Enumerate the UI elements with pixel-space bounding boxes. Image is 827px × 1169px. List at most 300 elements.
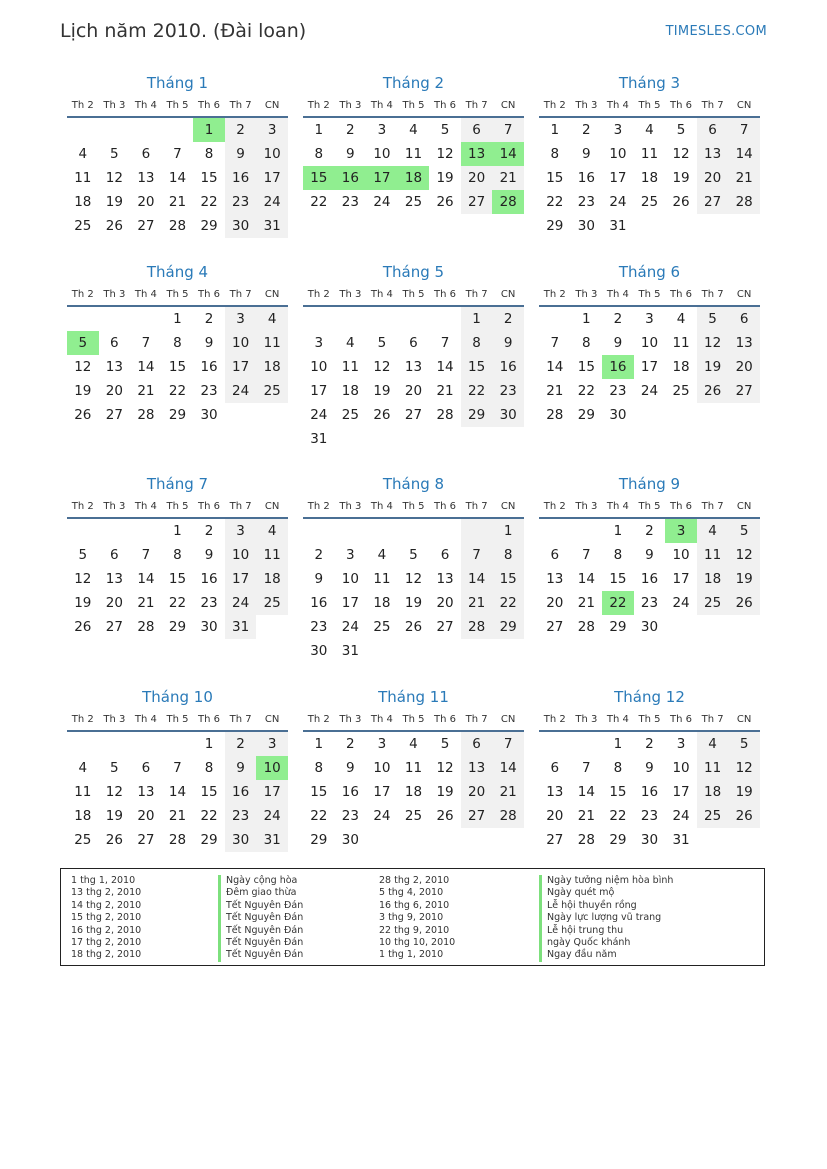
day-cell[interactable]: 1 xyxy=(492,519,524,543)
day-cell[interactable]: 23 xyxy=(310,619,328,635)
day-cell[interactable]: 27 xyxy=(546,832,564,848)
day-cell[interactable]: 25 xyxy=(697,804,729,828)
day-cell[interactable]: 9 xyxy=(346,146,355,162)
day-cell[interactable]: 1 xyxy=(582,311,591,327)
day-cell[interactable]: 11 xyxy=(256,331,288,355)
day-cell[interactable]: 24 xyxy=(256,804,288,828)
day-cell[interactable]: 24 xyxy=(256,190,288,214)
day-cell[interactable]: 3 xyxy=(377,122,387,138)
day-cell[interactable]: 22 xyxy=(577,383,595,399)
day-cell[interactable]: 12 xyxy=(728,756,760,780)
day-cell[interactable]: 10 xyxy=(672,760,690,776)
day-cell[interactable]: 9 xyxy=(582,146,591,162)
day-cell[interactable]: 2 xyxy=(314,547,324,563)
day-cell[interactable]: 24 xyxy=(640,383,659,399)
day-cell[interactable]: 17 xyxy=(256,780,288,804)
day-cell[interactable]: 15 xyxy=(303,166,335,190)
day-cell[interactable]: 6 xyxy=(110,547,119,563)
day-cell[interactable]: 5 xyxy=(728,732,760,756)
day-cell[interactable]: 10 xyxy=(373,146,391,162)
day-cell[interactable]: 8 xyxy=(461,331,493,355)
day-cell[interactable]: 1 xyxy=(461,307,493,331)
day-cell[interactable]: 18 xyxy=(672,359,690,375)
day-cell[interactable]: 4 xyxy=(409,122,418,138)
day-cell[interactable]: 29 xyxy=(577,407,595,423)
day-cell[interactable]: 25 xyxy=(256,379,288,403)
day-cell[interactable]: 1 xyxy=(173,311,182,327)
day-cell[interactable]: 21 xyxy=(461,591,493,615)
day-cell[interactable]: 5 xyxy=(409,547,418,563)
day-cell[interactable]: 3 xyxy=(225,519,257,543)
day-cell[interactable]: 27 xyxy=(436,619,454,635)
day-cell[interactable]: 16 xyxy=(200,571,218,587)
day-cell[interactable]: 28 xyxy=(168,832,187,848)
day-cell[interactable]: 11 xyxy=(256,543,288,567)
day-cell[interactable]: 19 xyxy=(105,808,123,824)
day-cell[interactable]: 16 xyxy=(640,784,659,800)
day-cell[interactable]: 13 xyxy=(461,142,493,166)
day-cell[interactable]: 29 xyxy=(461,403,493,427)
day-cell[interactable]: 28 xyxy=(461,615,493,639)
day-cell[interactable]: 2 xyxy=(225,118,257,142)
day-cell[interactable]: 4 xyxy=(78,146,88,162)
day-cell[interactable]: 26 xyxy=(105,218,123,234)
day-cell[interactable]: 29 xyxy=(200,832,218,848)
day-cell[interactable]: 1 xyxy=(204,736,214,752)
day-cell[interactable]: 10 xyxy=(225,331,257,355)
day-cell[interactable]: 19 xyxy=(105,194,123,210)
day-cell[interactable]: 12 xyxy=(697,331,729,355)
day-cell[interactable]: 28 xyxy=(577,619,595,635)
day-cell[interactable]: 16 xyxy=(310,595,328,611)
day-cell[interactable]: 24 xyxy=(310,407,328,423)
day-cell[interactable]: 25 xyxy=(697,591,729,615)
day-cell[interactable]: 21 xyxy=(168,808,187,824)
day-cell[interactable]: 16 xyxy=(577,170,595,186)
day-cell[interactable]: 1 xyxy=(314,736,324,752)
day-cell[interactable]: 22 xyxy=(200,808,218,824)
day-cell[interactable]: 9 xyxy=(225,756,257,780)
day-cell[interactable]: 21 xyxy=(492,166,524,190)
day-cell[interactable]: 5 xyxy=(440,736,450,752)
day-cell[interactable]: 7 xyxy=(440,335,450,351)
day-cell[interactable]: 24 xyxy=(225,379,257,403)
day-cell[interactable]: 23 xyxy=(640,808,659,824)
day-cell[interactable]: 30 xyxy=(341,832,359,848)
day-cell[interactable]: 4 xyxy=(256,519,288,543)
day-cell[interactable]: 7 xyxy=(141,335,151,351)
day-cell[interactable]: 12 xyxy=(373,359,391,375)
day-cell[interactable]: 19 xyxy=(436,784,454,800)
day-cell[interactable]: 13 xyxy=(436,571,454,587)
day-cell[interactable]: 18 xyxy=(373,595,391,611)
day-cell[interactable]: 26 xyxy=(105,832,123,848)
day-cell[interactable]: 4 xyxy=(697,732,729,756)
day-cell[interactable]: 30 xyxy=(225,828,257,852)
day-cell[interactable]: 31 xyxy=(341,643,359,659)
day-cell[interactable]: 22 xyxy=(609,808,627,824)
day-cell[interactable]: 30 xyxy=(200,619,218,635)
day-cell[interactable]: 13 xyxy=(728,331,760,355)
day-cell[interactable]: 11 xyxy=(404,760,423,776)
day-cell[interactable]: 19 xyxy=(404,595,423,611)
day-cell[interactable]: 3 xyxy=(225,307,257,331)
day-cell[interactable]: 4 xyxy=(346,335,355,351)
day-cell[interactable]: 5 xyxy=(697,307,729,331)
day-cell[interactable]: 3 xyxy=(314,335,324,351)
day-cell[interactable]: 20 xyxy=(461,166,493,190)
day-cell[interactable]: 6 xyxy=(461,732,493,756)
day-cell[interactable]: 9 xyxy=(225,142,257,166)
day-cell[interactable]: 5 xyxy=(440,122,450,138)
day-cell[interactable]: 16 xyxy=(492,355,524,379)
day-cell[interactable]: 5 xyxy=(728,519,760,543)
day-cell[interactable]: 7 xyxy=(728,118,760,142)
day-cell[interactable]: 22 xyxy=(168,383,187,399)
day-cell[interactable]: 30 xyxy=(225,214,257,238)
day-cell[interactable]: 1 xyxy=(193,118,225,142)
day-cell[interactable]: 15 xyxy=(200,170,218,186)
day-cell[interactable]: 24 xyxy=(225,591,257,615)
day-cell[interactable]: 15 xyxy=(310,784,328,800)
day-cell[interactable]: 21 xyxy=(577,595,595,611)
day-cell[interactable]: 23 xyxy=(492,379,524,403)
day-cell[interactable]: 10 xyxy=(256,142,288,166)
day-cell[interactable]: 20 xyxy=(436,595,454,611)
day-cell[interactable]: 17 xyxy=(256,166,288,190)
day-cell[interactable]: 8 xyxy=(173,335,182,351)
day-cell[interactable]: 6 xyxy=(461,118,493,142)
day-cell[interactable]: 27 xyxy=(137,218,155,234)
day-cell[interactable]: 11 xyxy=(640,146,659,162)
day-cell[interactable]: 14 xyxy=(492,756,524,780)
day-cell[interactable]: 10 xyxy=(373,760,391,776)
day-cell[interactable]: 16 xyxy=(225,166,257,190)
day-cell[interactable]: 20 xyxy=(728,355,760,379)
day-cell[interactable]: 20 xyxy=(461,780,493,804)
day-cell[interactable]: 29 xyxy=(546,218,564,234)
day-cell[interactable]: 28 xyxy=(137,407,155,423)
day-cell[interactable]: 2 xyxy=(346,122,355,138)
day-cell[interactable]: 21 xyxy=(728,166,760,190)
day-cell[interactable]: 4 xyxy=(377,547,387,563)
day-cell[interactable]: 20 xyxy=(137,194,155,210)
day-cell[interactable]: 2 xyxy=(204,523,214,539)
day-cell[interactable]: 23 xyxy=(577,194,595,210)
day-cell[interactable]: 18 xyxy=(256,567,288,591)
day-cell[interactable]: 15 xyxy=(492,567,524,591)
day-cell[interactable]: 8 xyxy=(613,547,623,563)
day-cell[interactable]: 30 xyxy=(640,832,659,848)
day-cell[interactable]: 13 xyxy=(461,756,493,780)
day-cell[interactable]: 17 xyxy=(672,784,690,800)
day-cell[interactable]: 7 xyxy=(173,760,182,776)
day-cell[interactable]: 21 xyxy=(546,383,564,399)
day-cell[interactable]: 10 xyxy=(341,571,359,587)
day-cell[interactable]: 17 xyxy=(366,166,398,190)
day-cell[interactable]: 23 xyxy=(200,595,218,611)
day-cell[interactable]: 13 xyxy=(105,571,123,587)
day-cell[interactable]: 27 xyxy=(546,619,564,635)
day-cell[interactable]: 12 xyxy=(672,146,690,162)
day-cell[interactable]: 17 xyxy=(640,359,659,375)
day-cell[interactable]: 10 xyxy=(640,335,659,351)
day-cell[interactable]: 14 xyxy=(546,359,564,375)
day-cell[interactable]: 29 xyxy=(609,832,627,848)
day-cell[interactable]: 23 xyxy=(341,194,359,210)
day-cell[interactable]: 29 xyxy=(492,615,524,639)
day-cell[interactable]: 6 xyxy=(550,547,560,563)
day-cell[interactable]: 25 xyxy=(373,619,391,635)
day-cell[interactable]: 4 xyxy=(256,307,288,331)
day-cell[interactable]: 26 xyxy=(672,194,690,210)
day-cell[interactable]: 1 xyxy=(613,736,623,752)
day-cell[interactable]: 11 xyxy=(341,359,359,375)
day-cell[interactable]: 11 xyxy=(672,335,690,351)
day-cell[interactable]: 22 xyxy=(168,595,187,611)
day-cell[interactable]: 14 xyxy=(728,142,760,166)
day-cell[interactable]: 24 xyxy=(672,808,690,824)
day-cell[interactable]: 8 xyxy=(204,146,214,162)
day-cell[interactable]: 21 xyxy=(137,595,155,611)
day-cell[interactable]: 3 xyxy=(346,547,355,563)
day-cell[interactable]: 12 xyxy=(404,571,423,587)
day-cell[interactable]: 27 xyxy=(728,379,760,403)
day-cell[interactable]: 16 xyxy=(225,780,257,804)
day-cell[interactable]: 28 xyxy=(436,407,454,423)
day-cell[interactable]: 7 xyxy=(582,547,591,563)
day-cell[interactable]: 15 xyxy=(168,571,187,587)
day-cell[interactable]: 14 xyxy=(461,567,493,591)
day-cell[interactable]: 11 xyxy=(697,756,729,780)
day-cell[interactable]: 25 xyxy=(341,407,359,423)
day-cell[interactable]: 13 xyxy=(546,784,564,800)
day-cell[interactable]: 25 xyxy=(256,591,288,615)
day-cell[interactable]: 25 xyxy=(640,194,659,210)
day-cell[interactable]: 20 xyxy=(697,166,729,190)
day-cell[interactable]: 10 xyxy=(256,756,288,780)
day-cell[interactable]: 30 xyxy=(310,643,328,659)
day-cell[interactable]: 4 xyxy=(697,519,729,543)
day-cell[interactable]: 24 xyxy=(373,808,391,824)
day-cell[interactable]: 2 xyxy=(645,523,654,539)
day-cell[interactable]: 28 xyxy=(492,804,524,828)
day-cell[interactable]: 2 xyxy=(225,732,257,756)
day-cell[interactable]: 27 xyxy=(137,832,155,848)
day-cell[interactable]: 31 xyxy=(225,615,257,639)
day-cell[interactable]: 14 xyxy=(577,784,595,800)
day-cell[interactable]: 9 xyxy=(204,335,214,351)
day-cell[interactable]: 25 xyxy=(74,832,92,848)
day-cell[interactable]: 26 xyxy=(74,619,92,635)
day-cell[interactable]: 7 xyxy=(141,547,151,563)
day-cell[interactable]: 18 xyxy=(74,194,92,210)
day-cell[interactable]: 13 xyxy=(546,571,564,587)
day-cell[interactable]: 18 xyxy=(640,170,659,186)
day-cell[interactable]: 18 xyxy=(256,355,288,379)
day-cell[interactable]: 14 xyxy=(168,784,187,800)
day-cell[interactable]: 12 xyxy=(436,146,454,162)
day-cell[interactable]: 23 xyxy=(200,383,218,399)
day-cell[interactable]: 21 xyxy=(577,808,595,824)
day-cell[interactable]: 3 xyxy=(256,118,288,142)
day-cell[interactable]: 30 xyxy=(577,218,595,234)
day-cell[interactable]: 8 xyxy=(314,760,324,776)
day-cell[interactable]: 22 xyxy=(310,808,328,824)
day-cell[interactable]: 13 xyxy=(105,359,123,375)
day-cell[interactable]: 15 xyxy=(200,784,218,800)
day-cell[interactable]: 20 xyxy=(105,595,123,611)
day-cell[interactable]: 19 xyxy=(672,170,690,186)
day-cell[interactable]: 13 xyxy=(137,170,155,186)
day-cell[interactable]: 17 xyxy=(310,383,328,399)
day-cell[interactable]: 27 xyxy=(461,190,493,214)
day-cell[interactable]: 11 xyxy=(697,543,729,567)
day-cell[interactable]: 19 xyxy=(74,595,92,611)
day-cell[interactable]: 2 xyxy=(645,736,654,752)
day-cell[interactable]: 9 xyxy=(645,760,654,776)
day-cell[interactable]: 27 xyxy=(697,190,729,214)
day-cell[interactable]: 22 xyxy=(200,194,218,210)
day-cell[interactable]: 10 xyxy=(609,146,627,162)
day-cell[interactable]: 12 xyxy=(436,760,454,776)
day-cell[interactable]: 7 xyxy=(492,118,524,142)
day-cell[interactable]: 31 xyxy=(256,828,288,852)
day-cell[interactable]: 2 xyxy=(204,311,214,327)
day-cell[interactable]: 2 xyxy=(582,122,591,138)
day-cell[interactable]: 27 xyxy=(105,407,123,423)
day-cell[interactable]: 17 xyxy=(341,595,359,611)
day-cell[interactable]: 9 xyxy=(492,331,524,355)
day-cell[interactable]: 22 xyxy=(546,194,564,210)
day-cell[interactable]: 4 xyxy=(78,760,88,776)
day-cell[interactable]: 2 xyxy=(346,736,355,752)
day-cell[interactable]: 5 xyxy=(110,146,119,162)
day-cell[interactable]: 22 xyxy=(492,591,524,615)
day-cell[interactable]: 19 xyxy=(728,567,760,591)
day-cell[interactable]: 5 xyxy=(676,122,686,138)
day-cell[interactable]: 9 xyxy=(314,571,324,587)
day-cell[interactable]: 18 xyxy=(398,166,430,190)
day-cell[interactable]: 15 xyxy=(577,359,595,375)
day-cell[interactable]: 8 xyxy=(550,146,560,162)
day-cell[interactable]: 19 xyxy=(373,383,391,399)
day-cell[interactable]: 31 xyxy=(609,218,627,234)
day-cell[interactable]: 28 xyxy=(728,190,760,214)
day-cell[interactable]: 8 xyxy=(582,335,591,351)
day-cell[interactable]: 16 xyxy=(602,355,634,379)
day-cell[interactable]: 20 xyxy=(404,383,423,399)
day-cell[interactable]: 11 xyxy=(373,571,391,587)
day-cell[interactable]: 25 xyxy=(672,383,690,399)
day-cell[interactable]: 10 xyxy=(225,543,257,567)
day-cell[interactable]: 21 xyxy=(436,383,454,399)
day-cell[interactable]: 29 xyxy=(168,619,187,635)
day-cell[interactable]: 24 xyxy=(341,619,359,635)
day-cell[interactable]: 28 xyxy=(168,218,187,234)
day-cell[interactable]: 6 xyxy=(697,118,729,142)
day-cell[interactable]: 13 xyxy=(137,784,155,800)
day-cell[interactable]: 6 xyxy=(141,146,151,162)
day-cell[interactable]: 23 xyxy=(609,383,627,399)
day-cell[interactable]: 22 xyxy=(310,194,328,210)
day-cell[interactable]: 8 xyxy=(613,760,623,776)
day-cell[interactable]: 7 xyxy=(582,760,591,776)
day-cell[interactable]: 27 xyxy=(404,407,423,423)
day-cell[interactable]: 4 xyxy=(409,736,418,752)
day-cell[interactable]: 30 xyxy=(609,407,627,423)
day-cell[interactable]: 11 xyxy=(404,146,423,162)
day-cell[interactable]: 29 xyxy=(168,407,187,423)
day-cell[interactable]: 7 xyxy=(550,335,560,351)
day-cell[interactable]: 21 xyxy=(168,194,187,210)
day-cell[interactable]: 25 xyxy=(404,194,423,210)
day-cell[interactable]: 20 xyxy=(546,595,564,611)
day-cell[interactable]: 14 xyxy=(137,571,155,587)
day-cell[interactable]: 1 xyxy=(613,523,623,539)
day-cell[interactable]: 4 xyxy=(645,122,654,138)
day-cell[interactable]: 14 xyxy=(137,359,155,375)
day-cell[interactable]: 18 xyxy=(74,808,92,824)
day-cell[interactable]: 30 xyxy=(200,407,218,423)
site-link[interactable]: TIMESLES.COM xyxy=(665,24,767,39)
day-cell[interactable]: 25 xyxy=(74,218,92,234)
day-cell[interactable]: 8 xyxy=(314,146,324,162)
day-cell[interactable]: 12 xyxy=(74,571,92,587)
day-cell[interactable]: 7 xyxy=(461,543,493,567)
day-cell[interactable]: 15 xyxy=(609,784,627,800)
day-cell[interactable]: 28 xyxy=(492,190,524,214)
day-cell[interactable]: 24 xyxy=(672,595,690,611)
day-cell[interactable]: 22 xyxy=(461,379,493,403)
day-cell[interactable]: 19 xyxy=(436,170,454,186)
day-cell[interactable]: 5 xyxy=(78,547,88,563)
day-cell[interactable]: 1 xyxy=(314,122,324,138)
day-cell[interactable]: 5 xyxy=(377,335,387,351)
day-cell[interactable]: 29 xyxy=(310,832,328,848)
day-cell[interactable]: 14 xyxy=(577,571,595,587)
day-cell[interactable]: 20 xyxy=(546,808,564,824)
day-cell[interactable]: 1 xyxy=(173,523,182,539)
day-cell[interactable]: 17 xyxy=(672,571,690,587)
day-cell[interactable]: 17 xyxy=(373,784,391,800)
day-cell[interactable]: 31 xyxy=(310,431,328,447)
day-cell[interactable]: 15 xyxy=(168,359,187,375)
day-cell[interactable]: 27 xyxy=(105,619,123,635)
day-cell[interactable]: 17 xyxy=(225,355,257,379)
day-cell[interactable]: 1 xyxy=(550,122,560,138)
day-cell[interactable]: 18 xyxy=(697,780,729,804)
day-cell[interactable]: 31 xyxy=(672,832,690,848)
day-cell[interactable]: 5 xyxy=(110,760,119,776)
day-cell[interactable]: 31 xyxy=(256,214,288,238)
day-cell[interactable]: 29 xyxy=(200,218,218,234)
day-cell[interactable]: 18 xyxy=(697,567,729,591)
day-cell[interactable]: 24 xyxy=(373,194,391,210)
day-cell[interactable]: 23 xyxy=(225,190,257,214)
day-cell[interactable]: 10 xyxy=(672,547,690,563)
day-cell[interactable]: 9 xyxy=(204,547,214,563)
day-cell[interactable]: 26 xyxy=(697,379,729,403)
day-cell[interactable]: 10 xyxy=(310,359,328,375)
day-cell[interactable]: 3 xyxy=(665,519,697,543)
day-cell[interactable]: 17 xyxy=(609,170,627,186)
day-cell[interactable]: 13 xyxy=(404,359,423,375)
day-cell[interactable]: 3 xyxy=(613,122,623,138)
day-cell[interactable]: 14 xyxy=(492,142,524,166)
day-cell[interactable]: 26 xyxy=(74,407,92,423)
day-cell[interactable]: 12 xyxy=(728,543,760,567)
